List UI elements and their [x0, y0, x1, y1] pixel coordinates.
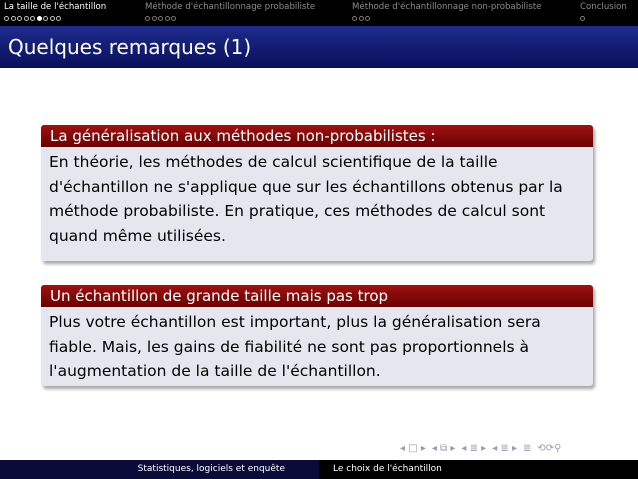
nav-frame-dot[interactable]	[17, 16, 22, 21]
footer-left	[0, 460, 319, 479]
nav-frame-dot[interactable]	[37, 16, 42, 21]
nav-section-title[interactable]: Conclusion	[580, 2, 627, 12]
block-body	[41, 147, 593, 253]
nav-document-icon[interactable]: ◂ ≣ ▸	[492, 442, 517, 454]
nav-section-non-probabiliste[interactable]	[352, 2, 541, 22]
nav-frame-dot[interactable]	[30, 16, 35, 21]
nav-frame-dot[interactable]	[365, 16, 370, 21]
block-line: méthode probabiliste. En pratique, ces méthodes de calcul sont	[49, 202, 546, 220]
nav-section-icon[interactable]: ◂ ≣ ▸	[461, 442, 487, 454]
nav-frame-dot[interactable]	[4, 16, 9, 21]
nav-frame-dot[interactable]	[165, 16, 170, 21]
block-title: Un échantillon de grande taille mais pas trop	[41, 285, 593, 307]
nav-frame-dot[interactable]	[352, 16, 357, 21]
block-line: quand même utilisées.	[49, 226, 226, 245]
nav-subsection-icon[interactable]: ◂ ⧉ ▸	[431, 442, 456, 454]
nav-search-icon[interactable]: ⟲⟳⚲	[537, 442, 562, 454]
nav-section-title[interactable]: La taille de l'échantillon	[4, 2, 107, 12]
page-title: Quelques remarques (1)	[8, 35, 252, 59]
block-body	[41, 307, 593, 389]
block-generalisation	[41, 125, 593, 261]
nav-section-dots	[352, 14, 541, 22]
block-grande-taille	[41, 285, 593, 386]
block-title: La généralisation aux méthodes non-probabilistes :	[41, 125, 593, 147]
footer-slide-title: Le choix de l'échantillon	[333, 464, 442, 474]
nav-frame-dot[interactable]	[152, 16, 157, 21]
nav-frame-dot[interactable]	[43, 16, 48, 21]
nav-frame-dot[interactable]	[145, 16, 150, 21]
nav-frame-dot[interactable]	[56, 16, 61, 21]
nav-section-title[interactable]: Méthode d'échantillonnage non-probabiliste	[352, 2, 542, 12]
nav-section-probabiliste[interactable]	[145, 2, 315, 22]
beamer-navigation-symbols	[400, 441, 630, 455]
block-line: En théorie, les méthodes de calcul scientifique de la taille	[49, 153, 498, 171]
nav-section-taille[interactable]	[4, 2, 106, 22]
nav-section-dots	[4, 14, 106, 22]
frame-title-bar	[0, 26, 638, 68]
footer	[0, 460, 638, 479]
nav-frame-dot[interactable]	[359, 16, 364, 21]
nav-frame-dot[interactable]	[50, 16, 55, 21]
footer-course-title: Statistiques, logiciels et enquête	[137, 464, 285, 474]
nav-frame-dot[interactable]	[171, 16, 176, 21]
nav-frame-dot[interactable]	[24, 16, 29, 21]
nav-frame-dot[interactable]	[11, 16, 16, 21]
nav-section-dots	[145, 14, 315, 22]
nav-section-title[interactable]: Méthode d'échantillonnage probabiliste	[145, 2, 316, 12]
block-line: Plus votre échantillon est important, plus la généralisation sera	[49, 313, 541, 331]
nav-appendix-icon[interactable]: ≣	[522, 442, 532, 454]
block-line: fiable. Mais, les gains de fiabilité ne sont pas proportionnels à	[49, 337, 530, 356]
top-navigation-bar	[0, 0, 638, 26]
nav-section-dots	[580, 14, 627, 22]
block-line: l'augmentation de la taille de l'échantillon.	[49, 362, 381, 380]
nav-section-conclusion[interactable]	[580, 2, 627, 22]
nav-frame-dot[interactable]	[580, 16, 585, 21]
nav-frame-icon[interactable]: ◂ □ ▸	[400, 442, 426, 454]
footer-right	[319, 460, 638, 479]
nav-frame-dot[interactable]	[158, 16, 163, 21]
block-line: d'échantillon ne s'applique que sur les échantillons obtenus par la	[49, 177, 563, 196]
